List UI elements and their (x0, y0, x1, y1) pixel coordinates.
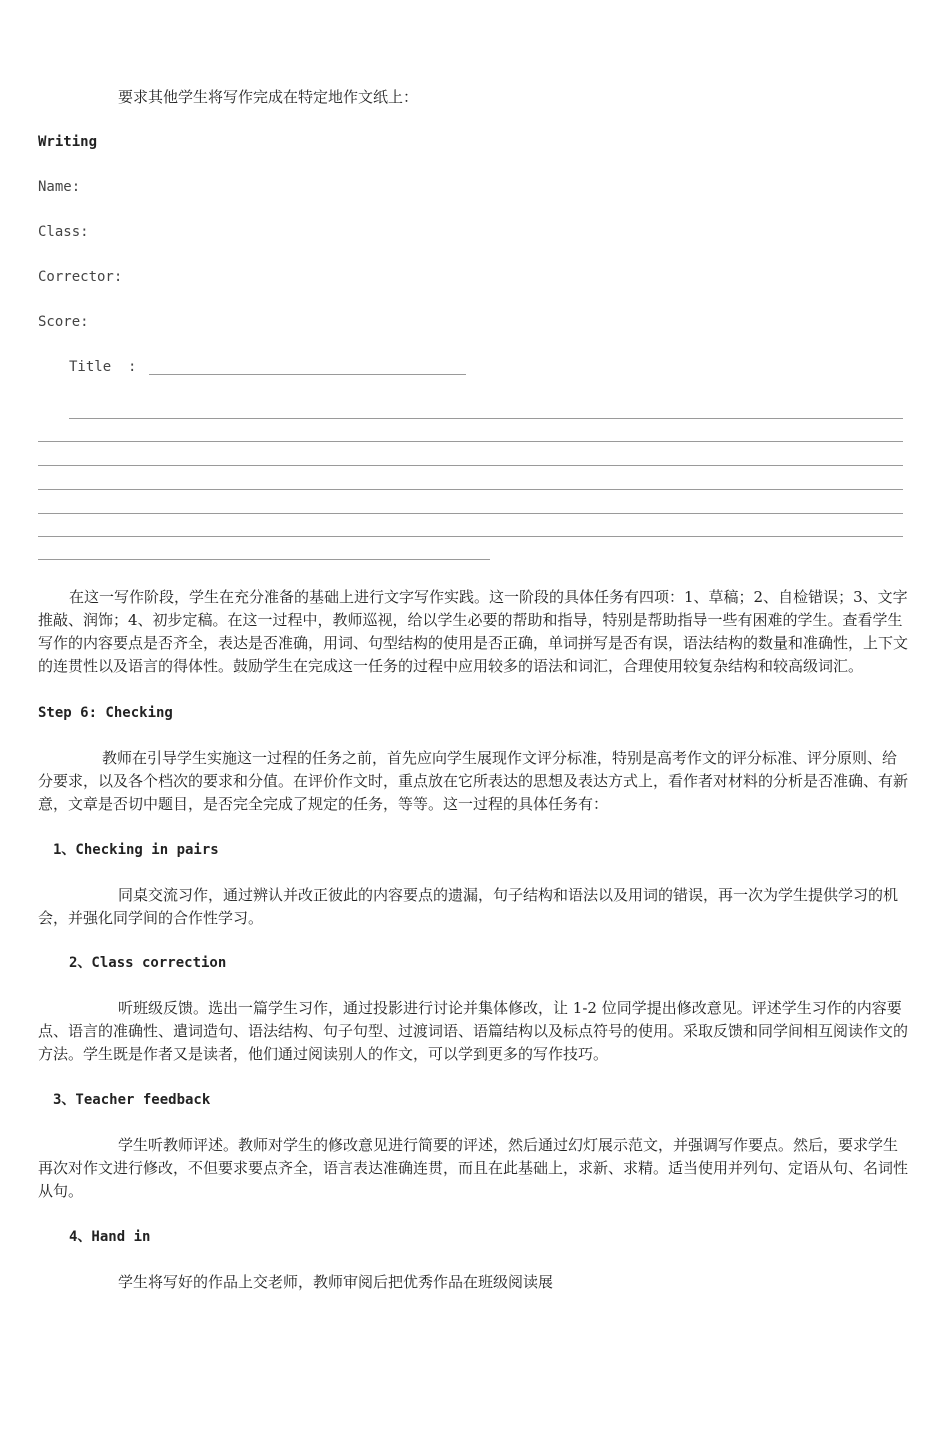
writing-line (38, 465, 903, 466)
title-blank-line (149, 374, 466, 375)
item-title: 4、Hand in (69, 1229, 151, 1245)
writing-line (38, 489, 903, 490)
item-title: 2、Class correction (69, 955, 227, 971)
item-body: 听班级反馈。选出一篇学生习作，通过投影进行讨论并集体修改，让 1-2 位同学提出修改意见。评述学生习作的内容要点、语言的准确性、遣词造句、语法结构、句子句型、过渡词语、语篇结构以及标点符号的使用。采取反馈和同学间相互阅读作文的方法。学生既是作者又是读者，他们通过阅读别人的作文，可以学到更多的写作技巧。 (38, 999, 909, 1063)
step6-heading: Step 6: Checking (38, 705, 173, 721)
class-label: Class: (38, 224, 89, 240)
name-label: Name: (38, 179, 81, 195)
writing-line (38, 536, 903, 537)
writing-stage-paragraph: 在这一写作阶段，学生在充分准备的基础上进行文字写作实践。这一阶段的具体任务有四项：1、草稿；2、自检错误；3、文字推敲、润饰；4、初步定稿。在这一过程中，教师巡视，给以学生必要的帮助和指导，特别是帮助指导一些有困难的学生。查看学生写作的内容要点是否齐全，表达是否准确，用词、句型结构的使用是否正确，单词拼写是否有误，语法结构的数量和准确性，上下文的连贯性以及语言的得体性。鼓励学生在完成这一任务的过程中应用较多的语法和词汇，合理使用较复杂结构和较高级词汇。 (38, 588, 909, 675)
item-title: 1、Checking in pairs (53, 842, 219, 858)
writing-line (69, 418, 903, 419)
item-body: 学生将写好的作品上交老师，教师审阅后把优秀作品在班级阅读展 (118, 1273, 554, 1291)
title-label: Title : (69, 359, 137, 375)
score-label: Score: (38, 314, 89, 330)
item-body: 同桌交流习作，通过辨认并改正彼此的内容要点的遗漏，句子结构和语法以及用词的错误，再一次为学生提供学习的机会，并强化同学间的合作性学习。 (38, 886, 899, 927)
item-body: 学生听教师评述。教师对学生的修改意见进行简要的评述，然后通过幻灯展示范文，并强调写作要点。然后，要求学生再次对作文进行修改，不但要求要点齐全，语言表达准确连贯，而且在此基础上，求新、求精。适当使用并列句、定语从句、名词性从句。 (38, 1136, 909, 1200)
item-title: 3、Teacher feedback (53, 1092, 211, 1108)
intro-paragraph: 要求其他学生将写作完成在特定地作文纸上： (118, 88, 419, 106)
step6-intro-paragraph: 教师在引导学生实施这一过程的任务之前，首先应向学生展现作文评分标准，特别是高考作文的评分标准、评分原则、给分要求，以及各个档次的要求和分值。在评价作文时，重点放在它所表达的思想及表达方式上，看作者对材料的分析是否准确、有新意，文章是否切中题目，是否完全完成了规定的任务，等等。这一过程的具体任务有： (38, 749, 909, 813)
writing-line (38, 559, 490, 560)
writing-line (38, 513, 903, 514)
writing-line (38, 441, 903, 442)
form-heading: Writing (38, 134, 98, 150)
corrector-label: Corrector: (38, 269, 123, 285)
